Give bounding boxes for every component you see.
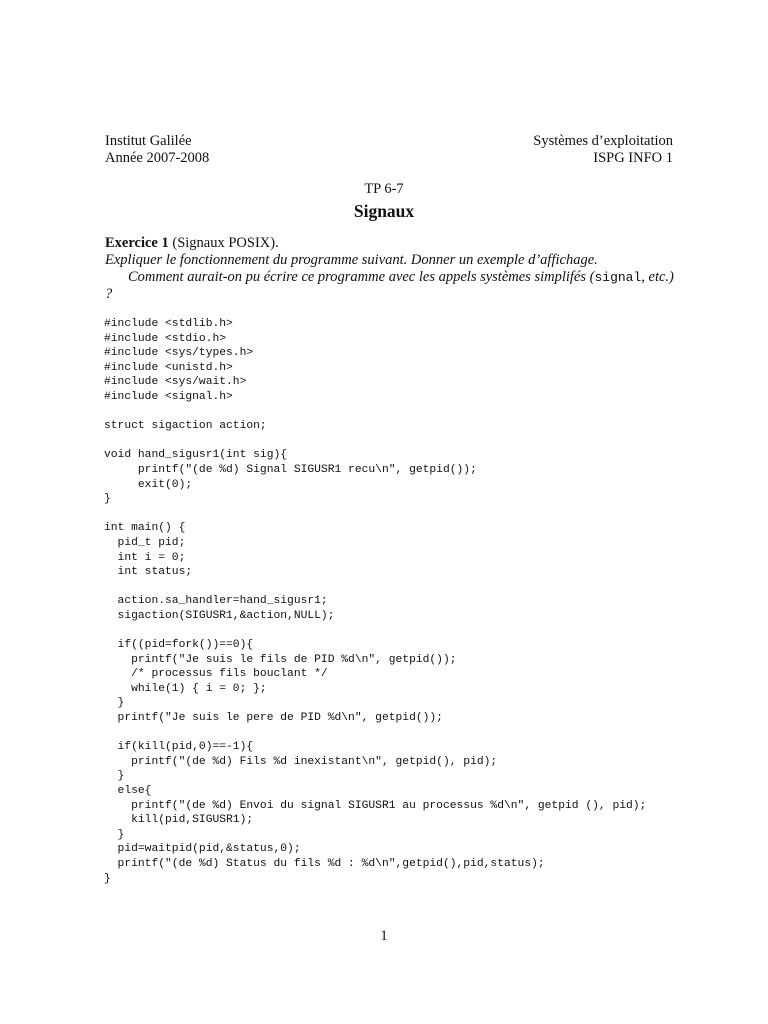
code-line: printf("(de %d) Fils %d inexistant\n", getpid(), pid); <box>104 755 498 768</box>
institution: Institut Galilée <box>105 133 192 149</box>
code-line: #include <stdio.h> <box>104 332 227 345</box>
code-line: if((pid=fork())==0){ <box>104 639 254 652</box>
exercise-block <box>105 235 675 303</box>
code-line: pid=waitpid(pid,&status,0); <box>104 843 301 856</box>
question-text-b: , etc.) ? <box>105 269 674 302</box>
code-line: sigaction(SIGUSR1,&action,NULL); <box>104 609 335 622</box>
page-number: 1 <box>380 928 388 944</box>
code-line: pid_t pid; <box>104 536 186 549</box>
code-line: } <box>104 697 125 710</box>
code-line: while(1) { i = 0; }; <box>104 682 267 695</box>
class-name: ISPG INFO 1 <box>593 150 673 166</box>
question-text-a: Comment aurait-on pu écrire ce programme avec les appels systèmes simplifés ( <box>128 269 595 285</box>
exercise-label: Exercice 1 <box>105 235 169 251</box>
code-line: int status; <box>104 566 193 579</box>
exercise-question <box>105 269 675 303</box>
code-line: exit(0); <box>104 478 193 491</box>
code-line: #include <signal.h> <box>104 390 233 403</box>
header-left <box>105 133 209 167</box>
code-line: printf("(de %d) Signal SIGUSR1 recu\n", getpid()); <box>104 463 477 476</box>
course-name: Systèmes d’exploitation <box>533 133 673 149</box>
code-line: int main() { <box>104 522 186 535</box>
code-line: #include <stdlib.h> <box>104 318 233 330</box>
code-line: printf("(de %d) Envoi du signal SIGUSR1 au processus %d\n", getpid (), pid); <box>104 799 647 812</box>
code-line: #include <sys/wait.h> <box>104 376 247 389</box>
code-line: if(kill(pid,0)==-1){ <box>104 741 254 754</box>
code-line <box>104 434 646 449</box>
code-line <box>104 580 646 595</box>
code-line: printf("Je suis le fils de PID %d\n", getpid()); <box>104 653 457 666</box>
code-line <box>104 726 646 741</box>
code-line: /* processus fils bouclant */ <box>104 668 328 681</box>
code-line: int i = 0; <box>104 551 186 564</box>
exercise-heading <box>105 235 675 252</box>
exercise-subject: (Signaux POSIX). <box>168 235 279 251</box>
code-line: #include <sys/types.h> <box>104 347 254 360</box>
code-line: #include <unistd.h> <box>104 361 233 374</box>
code-line <box>104 507 646 522</box>
code-line <box>104 405 646 420</box>
academic-year: Année 2007-2008 <box>105 150 210 166</box>
code-line: printf("(de %d) Status du fils %d : %d\n",getpid(),pid,status); <box>104 857 545 870</box>
exercise-instruction: Expliquer le fonctionnement du programme suivant. Donner un exemple d’affichage. <box>105 252 598 268</box>
code-line: } <box>104 828 125 841</box>
code-line: } <box>104 872 111 885</box>
header-right <box>533 133 673 167</box>
code-line: printf("Je suis le pere de PID %d\n", getpid()); <box>104 712 443 725</box>
question-code: signal <box>594 270 642 285</box>
code-line: action.sa_handler=hand_sigusr1; <box>104 595 328 608</box>
code-line: else{ <box>104 785 152 797</box>
code-line: void hand_sigusr1(int sig){ <box>104 449 288 462</box>
code-line: } <box>104 770 125 783</box>
code-line: struct sigaction action; <box>104 420 267 433</box>
code-line <box>104 623 646 638</box>
tp-number: TP 6-7 <box>364 181 404 197</box>
page-title: Signaux <box>353 201 415 221</box>
code-listing <box>104 317 646 886</box>
code-line: } <box>104 493 111 506</box>
code-line: kill(pid,SIGUSR1); <box>104 814 254 827</box>
